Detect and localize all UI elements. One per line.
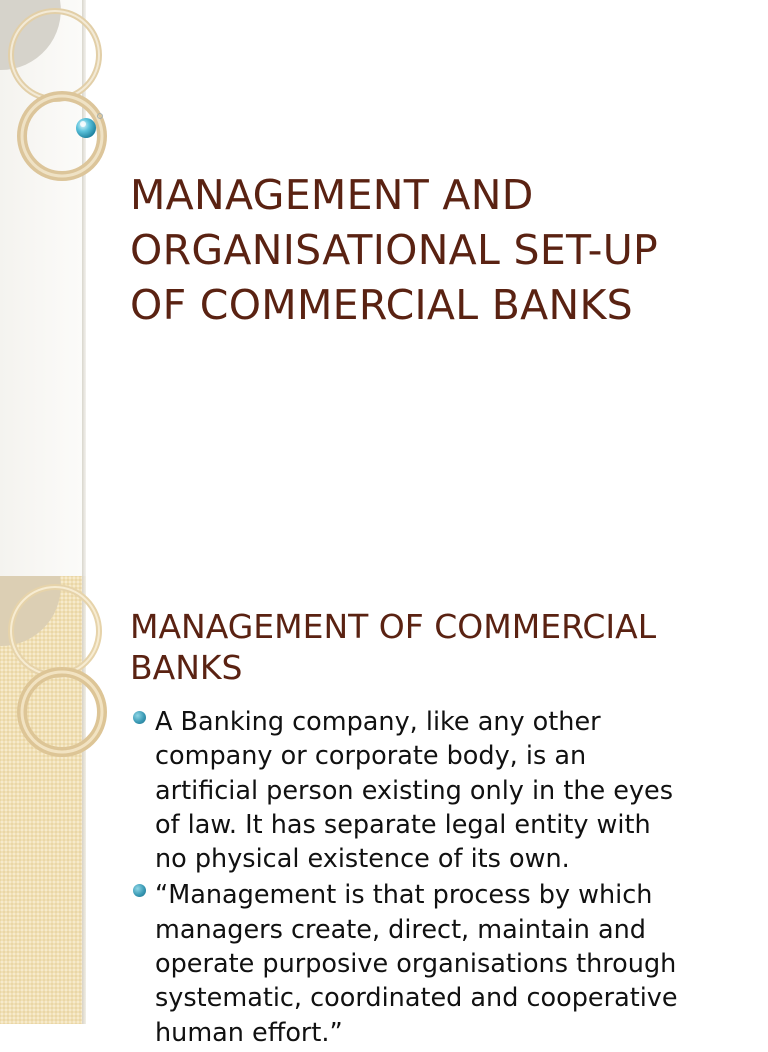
- bullet-item: [130, 705, 760, 876]
- bullet-item: [130, 878, 760, 1049]
- bullet-dot-icon: [133, 884, 146, 897]
- bullet-list: [130, 705, 760, 1052]
- bullet-dot-icon: [133, 711, 146, 724]
- slide-title: MANAGEMENT AND ORGANISATIONAL SET-UP OF COMMERCIAL BANKS: [130, 171, 659, 329]
- ring-decoration-icon: [0, 0, 110, 200]
- bullet-text: A Banking company, like any other company or corporate body, is an artificial person existing only in the eyes of law. It has separate legal entity with no physical existence of its own.: [155, 707, 674, 875]
- ring-decoration-icon: [0, 576, 110, 776]
- content-title: MANAGEMENT OF COMMERCIAL BANKS: [130, 607, 657, 687]
- bullet-text: “Management is that process by which managers create, direct, maintain and operate purposive organisations through systematic, coordinated and cooperative human effort.”: [155, 880, 678, 1048]
